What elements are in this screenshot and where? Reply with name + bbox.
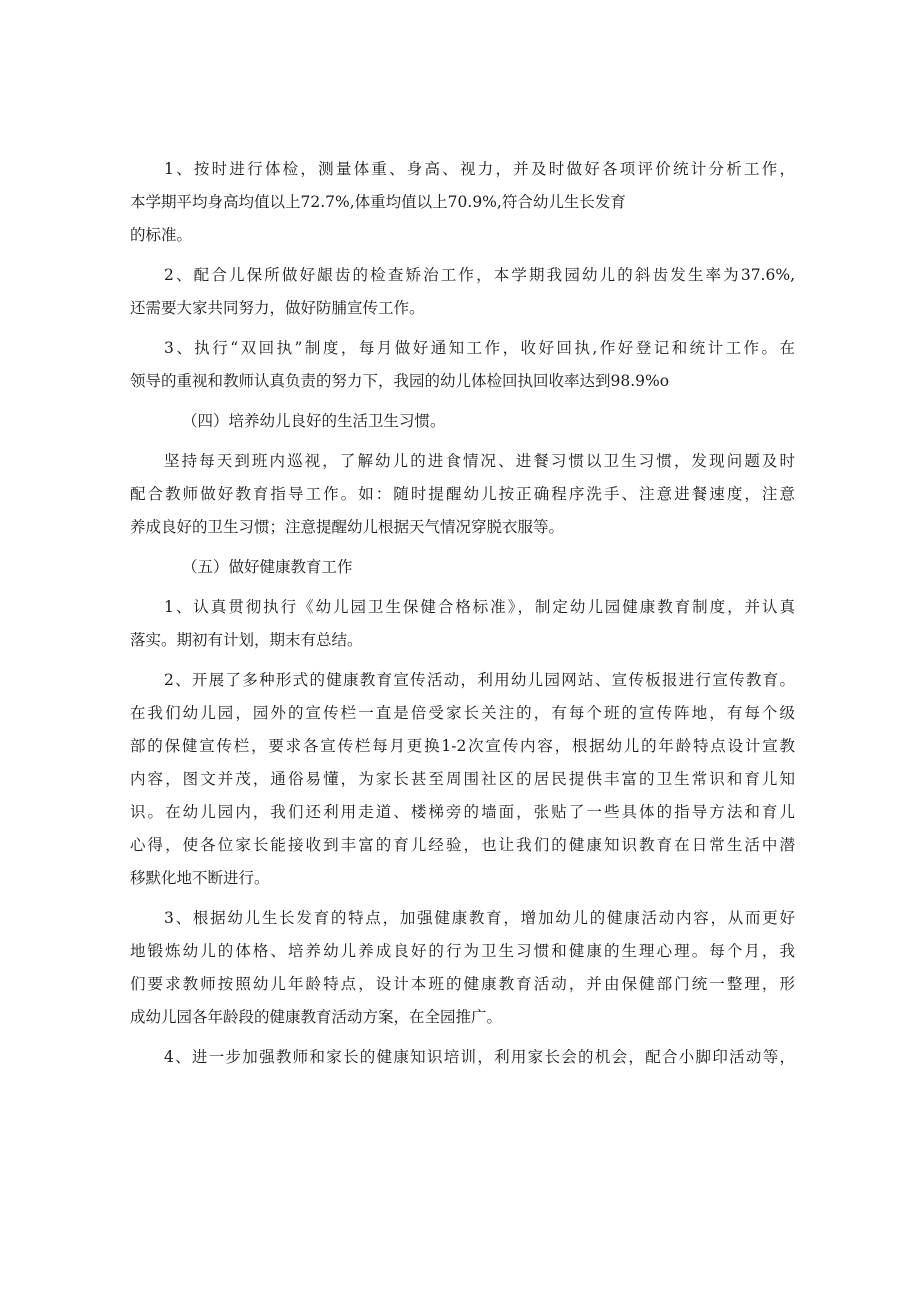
text-line: 部的保健宣传栏，要求各宣传栏每月更换1-2次宣传内容，根据幼儿的年龄特点设计宣教 bbox=[130, 737, 795, 755]
paragraph-receipt bbox=[130, 332, 795, 398]
text-line: 的标准。 bbox=[130, 226, 193, 244]
text-line: 2、开展了多种形式的健康教育宣传活动，利用幼儿园网站、宣传板报进行宣传教育。 bbox=[164, 671, 795, 689]
paragraph-dental bbox=[130, 259, 795, 325]
text-line: 3、执行“双回执”制度，每月做好通知工作，收好回执,作好登记和统计工作。在 bbox=[164, 339, 795, 357]
text-line: 1、按时进行体检，测量体重、身高、视力，并及时做好各项评价统计分析工作， bbox=[164, 160, 795, 178]
text-line: 内容，图文并茂，通俗易懂，为家长甚至周围社区的居民提供丰富的卫生常识和育儿知 bbox=[130, 770, 795, 788]
text-line: 还需要大家共同努力，做好防脯宣传工作。 bbox=[130, 299, 425, 317]
text-line: 坚持每天到班内巡视，了解幼儿的进食情况、进餐习惯以卫生习惯，发现问题及时 bbox=[164, 452, 795, 470]
text-line: 落实。期初有计划，期末有总结。 bbox=[130, 631, 363, 649]
text-line: 心得，使各位家长能接收到丰富的育儿经验，也让我们的健康知识教育在日常生活中潜 bbox=[130, 836, 795, 854]
text-line: 在我们幼儿园，园外的宣传栏一直是倍受家长关注的，有每个班的宣传阵地，有每个级 bbox=[130, 704, 795, 722]
paragraph-growth bbox=[130, 902, 795, 1034]
paragraph-training bbox=[130, 1041, 795, 1074]
text-line: 领导的重视和教师认真负责的努力下，我园的幼儿体检回执回收率达到98.9%o bbox=[130, 372, 670, 390]
paragraph-standards bbox=[130, 591, 795, 657]
text-line: 移默化地不断进行。 bbox=[130, 869, 270, 887]
section-heading-health-education bbox=[130, 551, 795, 584]
text-line: 3、根据幼儿生长发育的特点，加强健康教育，增加幼儿的健康活动内容，从而更好 bbox=[164, 909, 795, 927]
text-line: 成幼儿园各年龄段的健康教育活动方案，在全园推广。 bbox=[130, 1008, 503, 1026]
paragraph-patrol bbox=[130, 445, 795, 544]
text-line: 1、认真贯彻执行《幼儿园卫生保健合格标准》，制定幼儿园健康教育制度，并认真 bbox=[164, 598, 795, 616]
section-heading: （五）做好健康教育工作 bbox=[182, 558, 353, 576]
paragraph-publicity bbox=[130, 664, 795, 895]
text-line: 4、进一步加强教师和家长的健康知识培训，利用家长会的机会，配合小脚印活动等， bbox=[164, 1048, 795, 1066]
text-line: 养成良好的卫生习惯；注意提醒幼儿根据天气情况穿脱衣服等。 bbox=[130, 518, 565, 536]
text-line: 地锻炼幼儿的体格、培养幼儿养成良好的行为卫生习惯和健康的生理心理。每个月，我 bbox=[130, 942, 795, 960]
document-body bbox=[130, 153, 795, 1074]
text-line: 本学期平均身高均值以上72.7%,体重均值以上70.9%,符合幼儿生长发育 bbox=[130, 193, 626, 211]
text-line: 配合教师做好教育指导工作。如：随时提醒幼儿按正确程序洗手、注意进餐速度，注意 bbox=[130, 485, 795, 503]
text-line: 识。在幼儿园内，我们还利用走道、楼梯旁的墙面，张贴了一些具体的指导方法和育儿 bbox=[130, 803, 795, 821]
section-heading: （四）培养幼儿良好的生活卫生习惯。 bbox=[182, 412, 446, 430]
paragraph-checkup bbox=[130, 153, 795, 252]
text-line: 们要求教师按照幼儿年龄特点，设计本班的健康教育活动，并由保健部门统一整理，形 bbox=[130, 975, 795, 993]
section-heading-habits bbox=[130, 405, 795, 438]
text-line: 2、配合儿保所做好龈齿的检查矫治工作，本学期我园幼儿的斜齿发生率为37.6%, bbox=[164, 266, 795, 284]
